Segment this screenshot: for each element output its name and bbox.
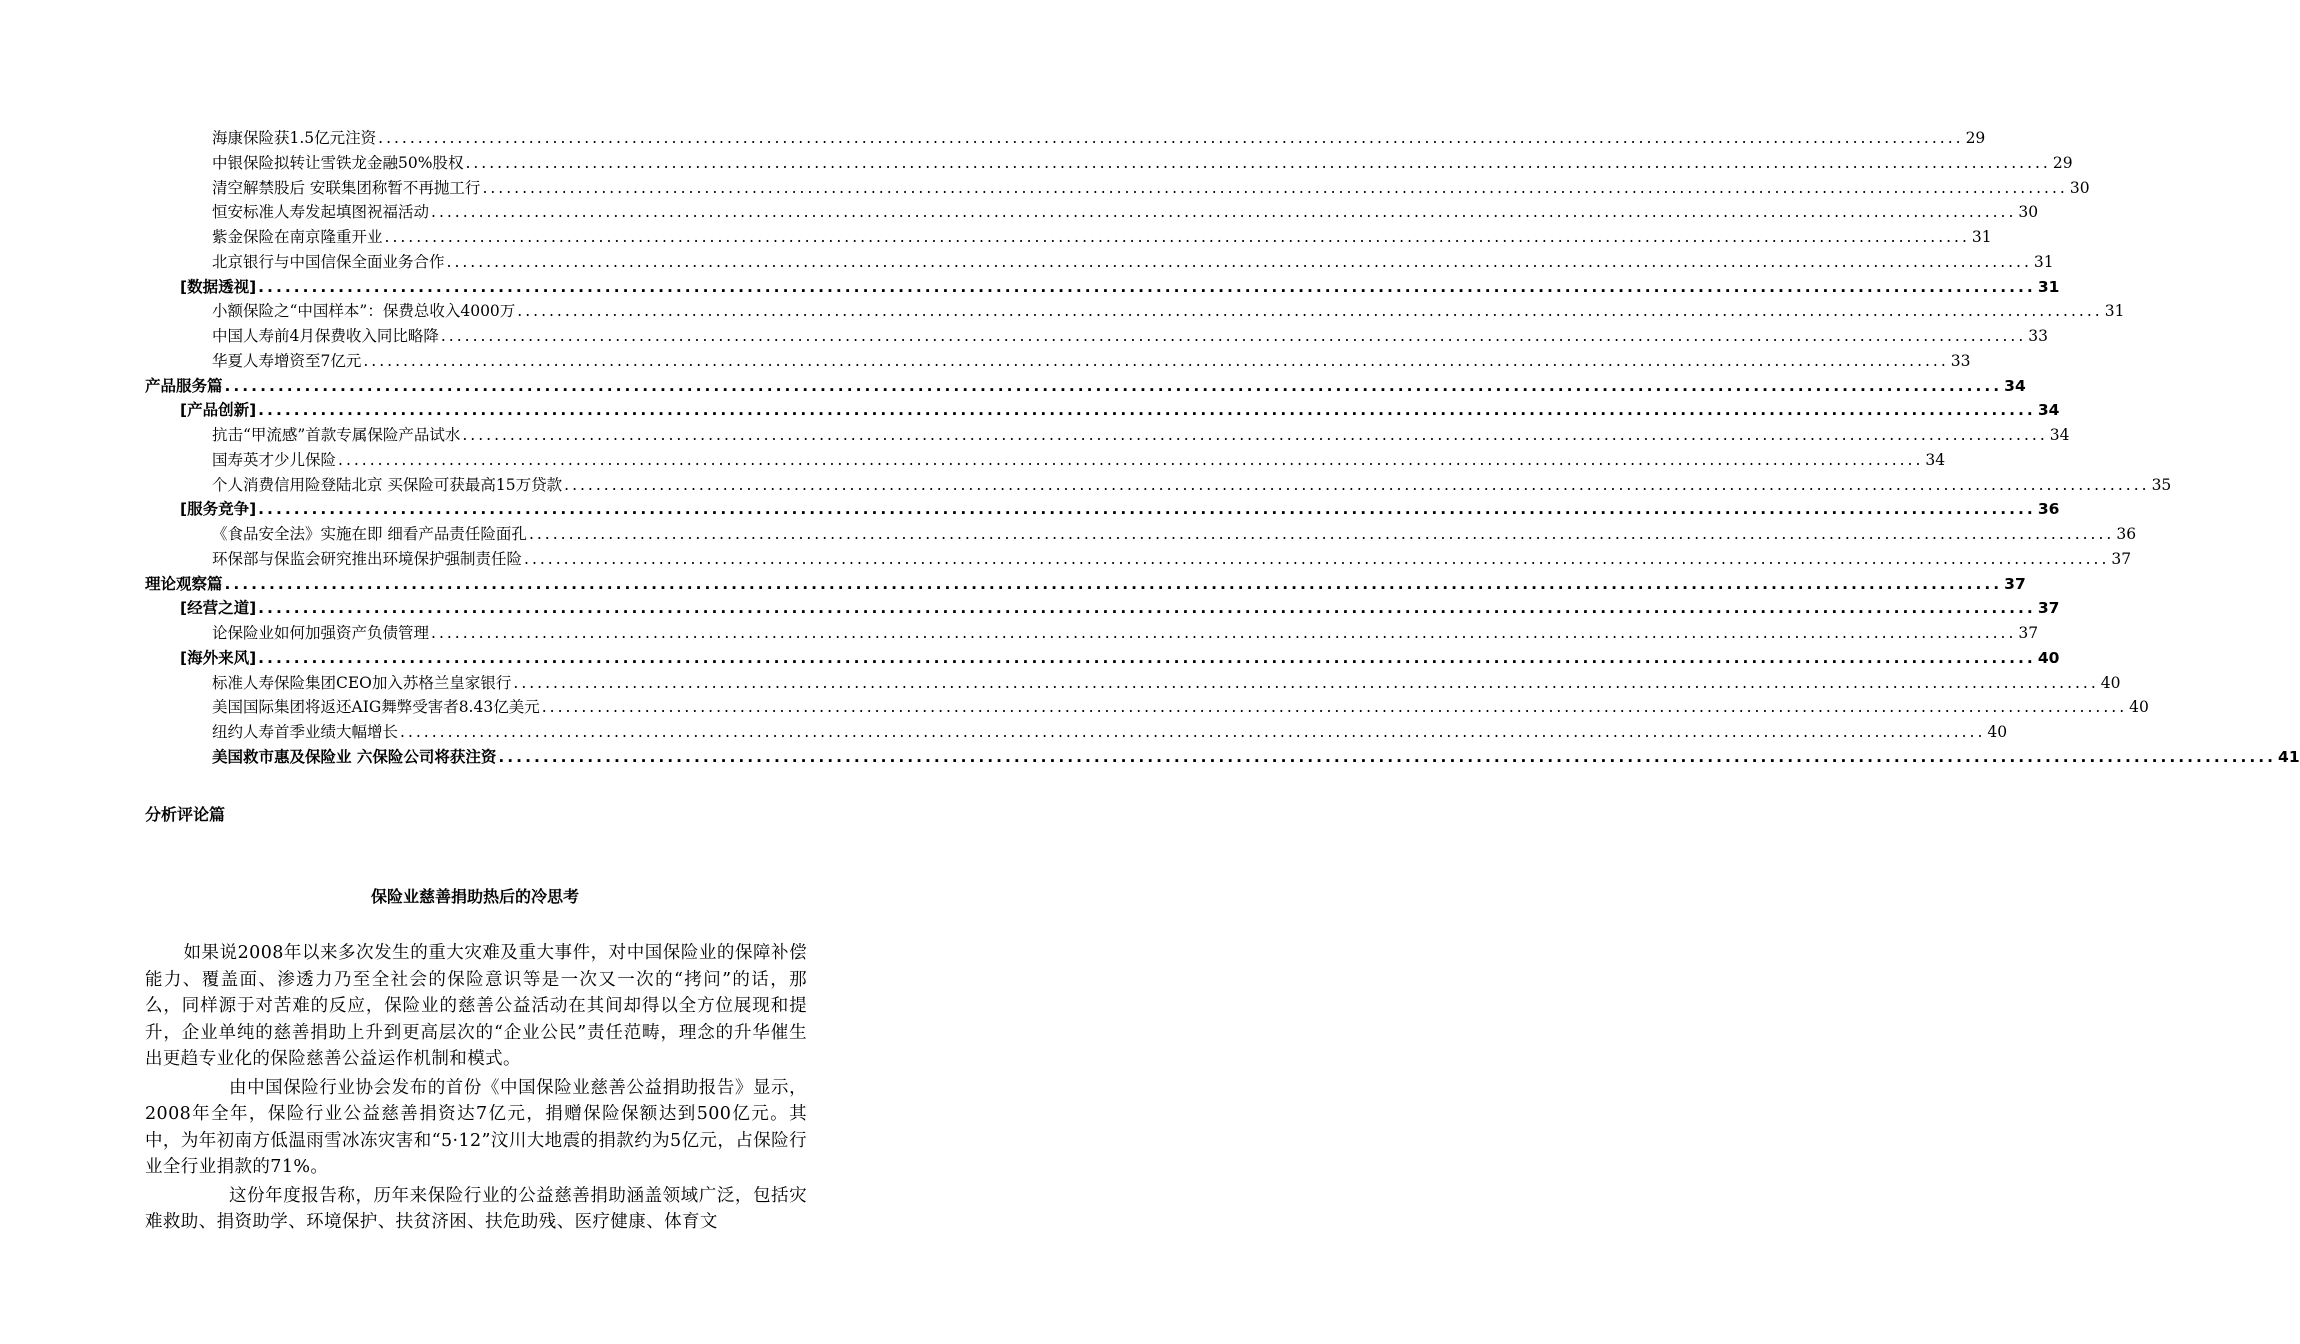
article-title: 保险业慈善捐助热后的冷思考 <box>370 887 579 906</box>
toc-entry[interactable] <box>212 547 2132 571</box>
toc-page-number: 40 <box>1987 723 2008 741</box>
toc-page-number: 34 <box>1925 450 1946 469</box>
toc-dot-leader: ........................................................................................................................................................................................................ <box>498 747 2277 766</box>
toc-dot-leader: ........................................................................................................................................................................................................ <box>446 252 2032 271</box>
toc-dot-leader: ........................................................................................................................................................................................................ <box>384 228 1970 246</box>
toc-entry-title: 国寿英才少儿保险 <box>212 450 337 469</box>
toc-entry-title: 北京银行与中国信保全面业务合作 <box>212 252 445 271</box>
toc-dot-leader: ........................................................................................................................................................................................................ <box>431 203 2017 222</box>
toc-entry-title: 论保险业如何加强资产负债管理 <box>212 624 430 642</box>
toc-dot-leader: ........................................................................................................................................................................................................ <box>431 624 2017 642</box>
toc-dot-leader: ........................................................................................................................................................................................................ <box>378 129 1964 147</box>
toc-entry[interactable] <box>212 671 2121 695</box>
toc-dot-leader: ........................................................................................................................................................................................................ <box>258 500 2036 519</box>
toc-entry[interactable] <box>212 225 1992 249</box>
article-body <box>145 940 807 1238</box>
toc-entry[interactable] <box>180 596 2060 620</box>
toc-entry-title: 纽约人寿首季业绩大幅增长 <box>212 723 399 741</box>
toc-entry-title: [海外来风] <box>180 648 257 667</box>
toc-dot-leader: ........................................................................................................................................................................................................ <box>465 153 2051 172</box>
toc-entry[interactable] <box>212 324 2049 348</box>
toc-entry[interactable] <box>212 745 2300 769</box>
toc-entry-title: 美国国际集团将返还AIG舞弊受害者8.43亿美元 <box>212 698 540 717</box>
toc-entry-title: [经营之道] <box>180 599 257 618</box>
toc-page-number: 40 <box>2037 648 2060 667</box>
toc-page-number: 37 <box>2037 599 2060 618</box>
toc-page-number: 30 <box>2018 203 2039 222</box>
toc-page-number: 31 <box>2033 252 2054 271</box>
toc-page-number: 41 <box>2278 747 2300 766</box>
toc-entry-title: [数据透视] <box>180 277 257 296</box>
toc-dot-leader: ........................................................................................................................................................................................................ <box>258 599 2036 618</box>
toc-entry-title: 紫金保险在南京隆重开业 <box>212 228 383 246</box>
toc-page-number: 35 <box>2151 475 2172 494</box>
toc-entry[interactable] <box>180 398 2060 422</box>
toc-entry[interactable] <box>212 621 2039 645</box>
toc-entry[interactable] <box>145 374 2026 398</box>
toc-entry[interactable] <box>212 200 2039 224</box>
toc-dot-leader: ........................................................................................................................................................................................................ <box>528 525 2115 543</box>
toc-page-number: 31 <box>2037 277 2060 296</box>
toc-page-number: 40 <box>2129 698 2149 717</box>
toc-entry[interactable] <box>145 572 2026 596</box>
toc-page-number: 33 <box>2028 327 2049 345</box>
toc-entry[interactable] <box>212 250 2054 274</box>
paragraph: 由中国保险行业协会发布的首份《中国保险业慈善公益捐助报告》显示，2008年全年，保险行业公益慈善捐资达7亿元，捐赠保险保额达到500亿元。其中，为年初南方低温雨雪冰冻灾害和“5·12”汶川大地震的捐款约为5亿元，占保险行业全行业捐款的71%。 <box>145 1077 807 1177</box>
toc-dot-leader: ........................................................................................................................................................................................................ <box>524 549 2110 568</box>
toc-entry-title: 产品服务篇 <box>145 376 223 395</box>
toc-page-number: 40 <box>2100 673 2121 692</box>
toc-entry-title: 环保部与保监会研究推出环境保护强制责任险 <box>212 549 523 568</box>
toc-entry[interactable] <box>212 126 1986 150</box>
toc-entry[interactable] <box>180 646 2060 670</box>
toc-page-number: 29 <box>2052 153 2073 172</box>
toc-dot-leader: ........................................................................................................................................................................................................ <box>541 698 2128 717</box>
toc-entry[interactable] <box>212 349 1971 373</box>
toc-entry-title: 个人消费信用险登陆北京 买保险可获最高15万贷款 <box>212 475 563 494</box>
toc-page-number: 31 <box>1971 228 1992 246</box>
toc-page-number: 36 <box>2116 525 2137 543</box>
toc-entry-title: [产品创新] <box>180 401 257 420</box>
toc-entry-title: 《食品安全法》实施在即 细看产品责任险面孔 <box>212 525 527 543</box>
toc-entry-title: 清空解禁股后 安联集团称暂不再抛工行 <box>212 178 481 197</box>
toc-dot-leader: ........................................................................................................................................................................................................ <box>258 648 2036 667</box>
toc-dot-leader: ........................................................................................................................................................................................................ <box>440 327 2027 345</box>
toc-page-number: 34 <box>2049 426 2070 444</box>
toc-page-number: 37 <box>2004 574 2026 593</box>
toc-dot-leader: ........................................................................................................................................................................................................ <box>258 401 2036 420</box>
toc-entry[interactable] <box>180 275 2060 299</box>
toc-dot-leader: ........................................................................................................................................................................................................ <box>513 673 2099 692</box>
toc-dot-leader: ........................................................................................................................................................................................................ <box>482 178 2068 197</box>
toc-page-number: 37 <box>2111 549 2132 568</box>
toc-entry-title: 标准人寿保险集团CEO加入苏格兰皇家银行 <box>212 673 512 692</box>
paragraph: 如果说2008年以来多次发生的重大灾难及重大事件，对中国保险业的保障补偿能力、覆盖面、渗透力乃至全社会的保险意识等是一次又一次的“拷问”的话，那么，同样源于对苦难的反应，保险业的慈善公益活动在其间却得以全方位展现和提升，企业单纯的慈善捐助上升到更高层次的“企业公民”责任范畴，理念的升华催生出更趋专业化的保险慈善公益运作机制和模式。 <box>145 943 807 1069</box>
toc-entry-title: [服务竞争] <box>180 500 257 519</box>
toc-page-number: 37 <box>2018 624 2039 642</box>
toc-dot-leader: ........................................................................................................................................................................................................ <box>363 351 1949 370</box>
section-title: 分析评论篇 <box>145 805 226 824</box>
toc-entry-title: 中国人寿前4月保费收入同比略降 <box>212 327 439 345</box>
toc-page-number: 34 <box>2004 376 2026 395</box>
paragraph: 这份年度报告称，历年来保险行业的公益慈善捐助涵盖领域广泛，包括灾难救助、捐资助学、环境保护、扶贫济困、扶危助残、医疗健康、体育文 <box>145 1185 807 1232</box>
toc-entry-title: 抗击“甲流感”首款专属保险产品试水 <box>212 426 461 444</box>
toc-entry[interactable] <box>212 695 2149 719</box>
toc-page-number: 31 <box>2104 302 2125 321</box>
toc-dot-leader: ........................................................................................................................................................................................................ <box>258 277 2036 296</box>
toc-dot-leader: ........................................................................................................................................................................................................ <box>462 426 2048 444</box>
toc-dot-leader: ........................................................................................................................................................................................................ <box>564 475 2150 494</box>
toc-dot-leader: ........................................................................................................................................................................................................ <box>517 302 2103 321</box>
toc-entry-title: 小额保险之“中国样本”：保费总收入4000万 <box>212 302 516 321</box>
toc-entry[interactable] <box>212 448 1946 472</box>
toc-entry[interactable] <box>180 497 2060 521</box>
toc-entry[interactable] <box>212 299 2125 323</box>
toc-entry-title: 恒安标准人寿发起填图祝福活动 <box>212 203 430 222</box>
toc-dot-leader: ........................................................................................................................................................................................................ <box>400 723 1986 741</box>
toc-entry-title: 中银保险拟转让雪铁龙金融50%股权 <box>212 153 464 172</box>
toc-entry-title: 理论观察篇 <box>145 574 223 593</box>
toc-page-number: 33 <box>1950 351 1971 370</box>
toc-entry[interactable] <box>212 473 2172 497</box>
toc-entry[interactable] <box>212 720 2008 744</box>
toc-entry[interactable] <box>212 151 2073 175</box>
toc-entry[interactable] <box>212 423 2070 447</box>
toc-dot-leader: ........................................................................................................................................................................................................ <box>338 450 1924 469</box>
toc-page-number: 29 <box>1965 129 1986 147</box>
toc-page-number: 30 <box>2069 178 2090 197</box>
toc-page-number: 36 <box>2037 500 2060 519</box>
toc-dot-leader: ........................................................................................................................................................................................................ <box>224 376 2003 395</box>
toc-entry-title: 华夏人寿增资至7亿元 <box>212 351 362 370</box>
toc-entry[interactable] <box>212 176 2090 200</box>
toc-page-number: 34 <box>2037 401 2060 420</box>
toc-entry-title: 海康保险获1.5亿元注资 <box>212 129 377 147</box>
toc-entry[interactable] <box>212 522 2137 546</box>
toc-dot-leader: ........................................................................................................................................................................................................ <box>224 574 2003 593</box>
toc-entry-title: 美国救市惠及保险业 六保险公司将获注资 <box>212 747 497 766</box>
